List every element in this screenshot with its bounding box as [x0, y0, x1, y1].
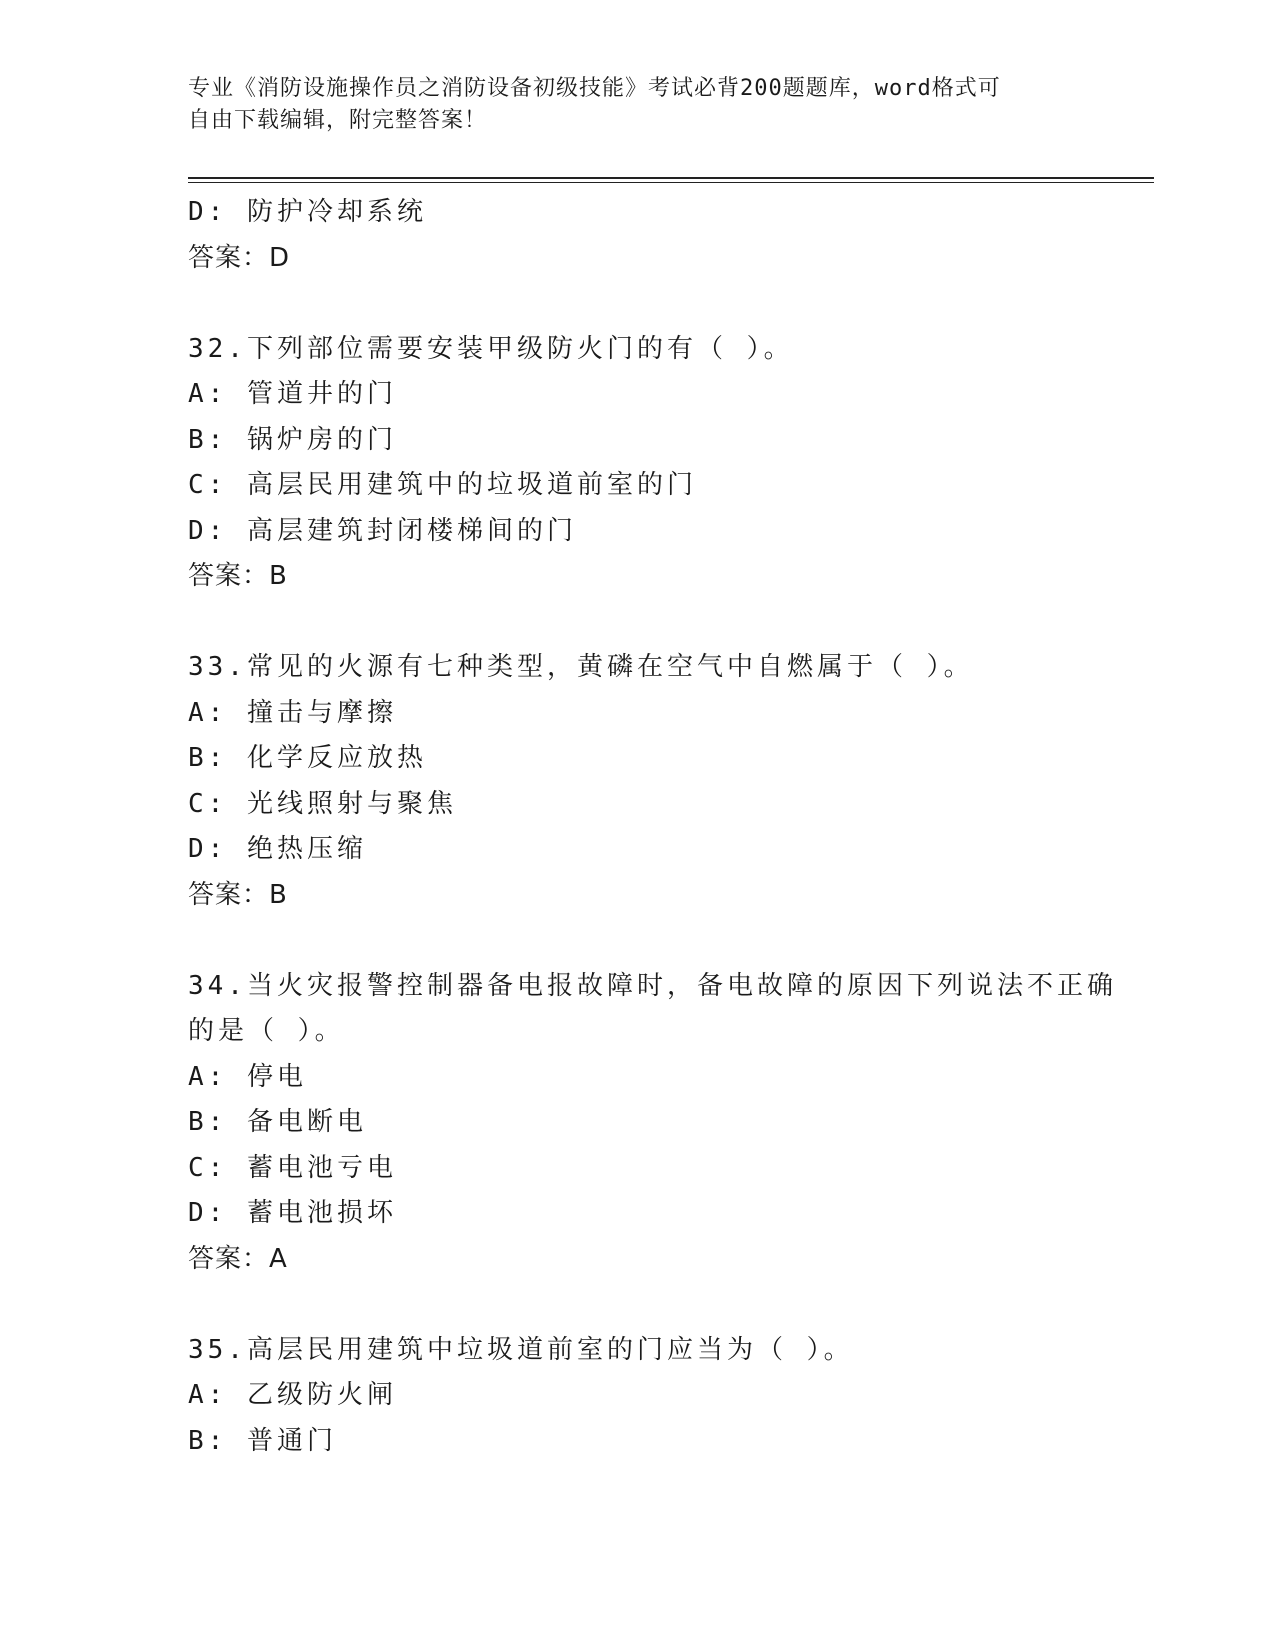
q33-answer: 答案：B [188, 879, 288, 910]
q34-answer: 答案：A [188, 1243, 288, 1274]
q35-stem: 35.高层民用建筑中垃圾道前室的门应当为（ ）。 [188, 1334, 854, 1365]
q33-option-a: A: 撞击与摩擦 [188, 697, 397, 728]
q32-option-c: C: 高层民用建筑中的垃圾道前室的门 [188, 470, 697, 500]
q31-answer: 答案：D [188, 242, 291, 273]
header-title-line-2: 自由下载编辑，附完整答案！ [188, 108, 488, 133]
q33-stem: 33.常见的火源有七种类型，黄磷在空气中自燃属于（ ）。 [188, 652, 974, 682]
q31-option-d: D: 防护冷却系统 [188, 197, 427, 227]
q32-option-d: D: 高层建筑封闭楼梯间的门 [188, 515, 577, 546]
q32-option-b: B: 锅炉房的门 [188, 424, 397, 455]
q32-stem: 32.下列部位需要安装甲级防火门的有（ ）。 [188, 333, 794, 364]
q33-option-b: B: 化学反应放热 [188, 743, 427, 773]
question-33 [188, 645, 1088, 918]
question-list [188, 190, 1117, 1464]
spacer [188, 600, 1088, 646]
q34-option-d: D: 蓄电池损坏 [188, 1198, 397, 1228]
q34-option-b: B: 备电断电 [188, 1107, 367, 1137]
question-35 [188, 1328, 1088, 1465]
header-divider-thin [188, 182, 1154, 183]
question-34 [188, 964, 1117, 1283]
header-title-line-1: 专业《消防设施操作员之消防设备初级技能》考试必背200题题库，word格式可 [188, 76, 1001, 101]
spacer [188, 281, 1088, 327]
header-divider-thick [188, 177, 1154, 179]
spacer [188, 918, 1088, 964]
q33-option-c: C: 光线照射与聚焦 [188, 788, 457, 819]
q35-option-a: A: 乙级防火闸 [188, 1380, 397, 1410]
document-header [188, 73, 1088, 137]
q33-option-d: D: 绝热压缩 [188, 834, 367, 864]
q35-option-b: B: 普通门 [188, 1425, 337, 1456]
q34-option-a: A: 停电 [188, 1061, 307, 1092]
q34-stem-line-1: 34.当火灾报警控制器备电报故障时，备电故障的原因下列说法不正确 [188, 970, 1117, 1001]
q32-option-a: A: 管道井的门 [188, 379, 397, 409]
question-32 [188, 327, 1088, 600]
q34-option-c: C: 蓄电池亏电 [188, 1152, 397, 1183]
q32-answer: 答案：B [188, 561, 288, 591]
spacer [188, 1282, 1088, 1328]
q34-stem-line-2: 的是（ ）。 [188, 1016, 345, 1046]
